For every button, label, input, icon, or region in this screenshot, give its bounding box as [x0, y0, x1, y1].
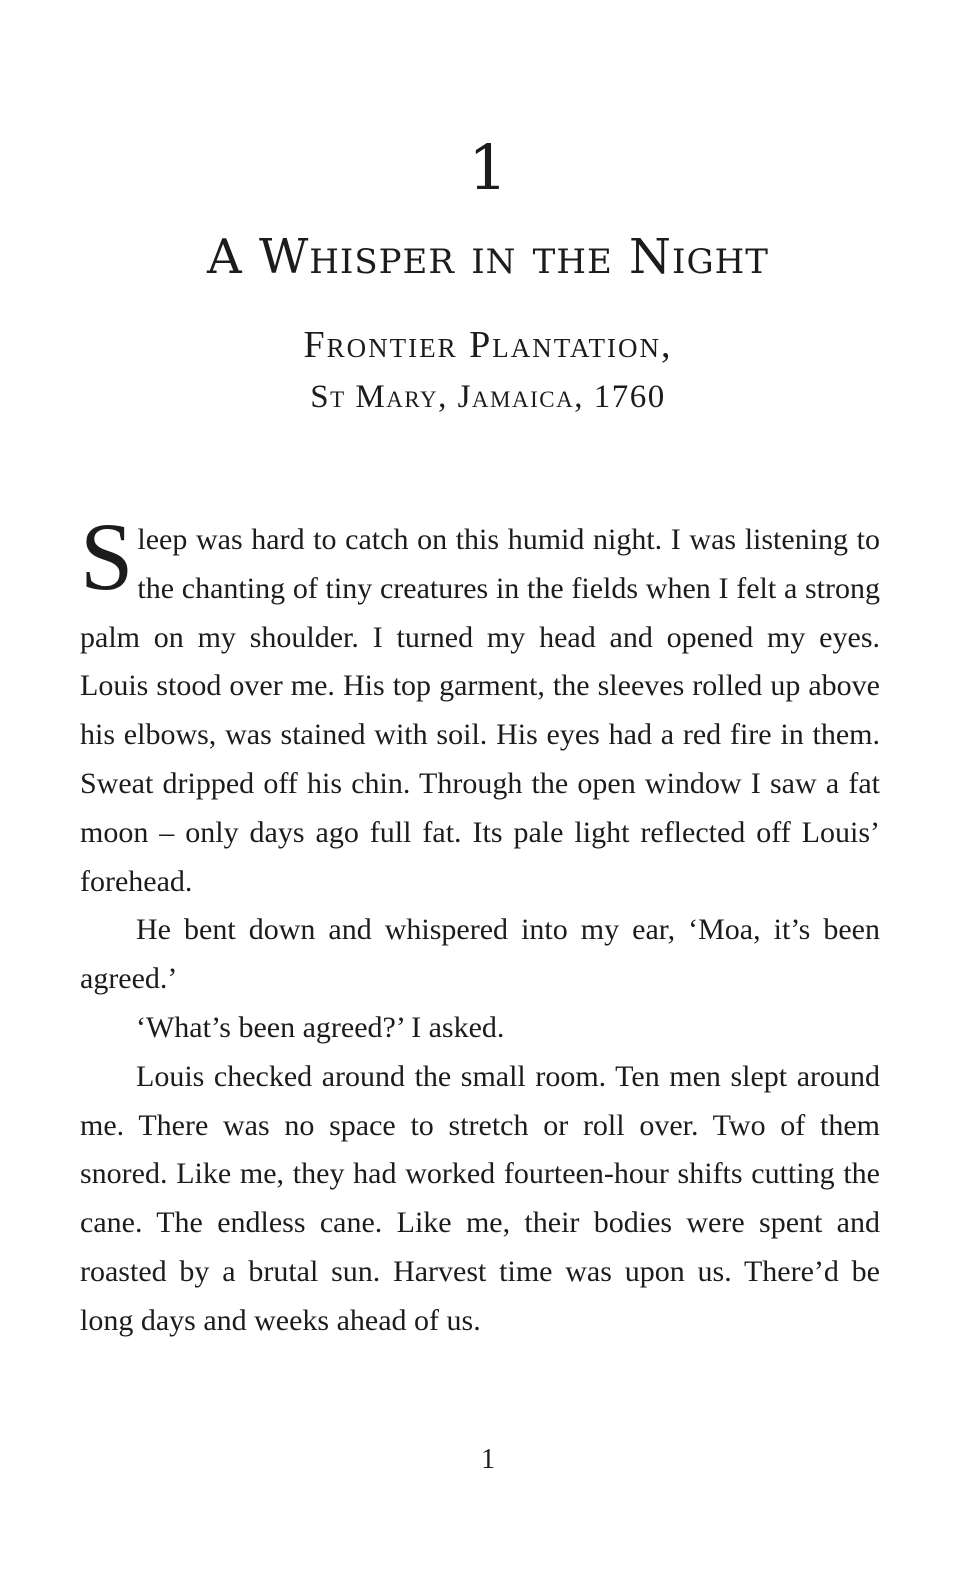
- paragraph-1: [80, 503, 880, 906]
- paragraph-2: He bent down and whispered into my ear, ‘Moa, it’s been agreed.’: [80, 913, 880, 996]
- paragraph-3: ‘What’s been agreed?’ I asked.: [136, 1010, 505, 1044]
- drop-cap: S: [80, 503, 134, 610]
- chapter-body: [80, 503, 880, 1346]
- page-number: 1: [481, 1444, 495, 1475]
- paragraph-4: Louis checked around the small room. Ten men slept around me. There was no space to stretch or roll over. Two of them snored. Like me, they had worked fourteen-hour shifts cutting the cane. The endless cane. Like me, their bodies were spent and roasted by a brutal sun. Harvest time was upon us. There’d be long days and weeks ahead of us.: [80, 1059, 880, 1337]
- chapter-title: A Whisper in the Night: [207, 229, 769, 285]
- chapter-location-line1: Frontier Plantation,: [303, 324, 673, 366]
- chapter-location-line2: St Mary, Jamaica, 1760: [310, 379, 666, 415]
- chapter-number: 1: [468, 131, 508, 204]
- paragraph-1-text: leep was hard to catch on this humid night. I was listening to the chanting of tiny creatures in the fields when I felt a strong palm on my shoulder. I turned my head and opened my eyes. Louis stood over me. His top garment, the sleeves rolled up above his elbows, was stained with soil. His eyes had a red fire in them. Sweat dripped off his chin. Through the open window I saw a fat moon – only days ago full fat. Its pale light reflected off Louis’ forehead.: [80, 523, 880, 898]
